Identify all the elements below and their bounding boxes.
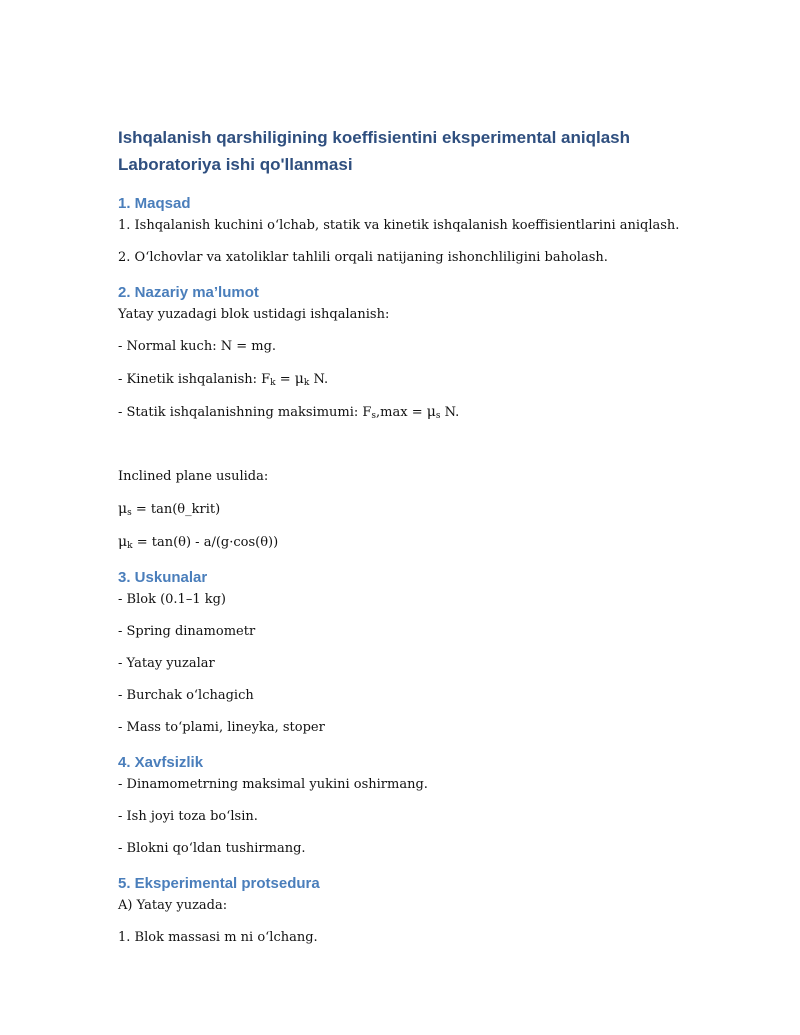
section-heading-safety: 4. Xavfsizlik bbox=[118, 754, 204, 771]
kinetic-eq: = bbox=[275, 372, 295, 387]
static-text-prefix: - Statik ishqalanishning maksimumi: F bbox=[118, 405, 372, 420]
paragraph-static-friction bbox=[118, 403, 698, 422]
list-item-safety: - Blokni qo‘ldan tushirmang. bbox=[118, 841, 306, 856]
kinetic-sub-f: k bbox=[270, 378, 276, 388]
paragraph-normal-force: - Normal kuch: N = mg. bbox=[118, 339, 277, 354]
paragraph-goal-1: 1. Ishqalanish kuchini o‘lchab, statik va kinetik ishqalanish koeffisientlarini aniqlash. bbox=[118, 218, 680, 233]
list-item-equipment: - Burchak o‘lchagich bbox=[118, 688, 254, 703]
document-content bbox=[118, 124, 698, 947]
paragraph-procedure-sub: A) Yatay yuzada: bbox=[118, 898, 228, 913]
document-title bbox=[118, 124, 698, 178]
section-heading-equipment: 3. Uskunalar bbox=[118, 569, 208, 586]
list-item-equipment: - Mass to‘plami, lineyka, stoper bbox=[118, 720, 325, 735]
paragraph-procedure-step-1: 1. Blok massasi m ni o‘lchang. bbox=[118, 930, 318, 945]
static-mu-symbol: μ bbox=[426, 404, 436, 420]
formula-mu-static bbox=[118, 500, 698, 519]
static-text-suffix: N. bbox=[440, 405, 460, 420]
formula2-mu-symbol: μ bbox=[118, 534, 128, 550]
list-item-equipment: - Blok (0.1–1 kg) bbox=[118, 592, 226, 607]
title-line-1: Ishqalanish qarshiligining koeffisientini eksperimental aniqlash bbox=[118, 128, 631, 147]
formula1-rest: = tan(θ_krit) bbox=[131, 502, 221, 517]
section-heading-procedure: 5. Eksperimental protsedura bbox=[118, 875, 320, 892]
list-item-equipment: - Yatay yuzalar bbox=[118, 656, 215, 671]
list-item-equipment: - Spring dinamometr bbox=[118, 624, 256, 639]
formula1-sub: s bbox=[127, 508, 132, 518]
paragraph-inclined-plane: Inclined plane usulida: bbox=[118, 469, 269, 484]
kinetic-sub-mu: k bbox=[303, 378, 310, 388]
section-heading-maqsad: 1. Maqsad bbox=[118, 195, 191, 212]
static-eq: ,max = bbox=[376, 405, 427, 420]
formula2-sub: k bbox=[127, 541, 133, 551]
section-heading-theory: 2. Nazariy ma’lumot bbox=[118, 284, 259, 301]
list-item-safety: - Dinamometrning maksimal yukini oshirmang. bbox=[118, 777, 428, 792]
formula1-mu-symbol: μ bbox=[118, 501, 128, 517]
paragraph-theory-intro: Yatay yuzadagi blok ustidagi ishqalanish: bbox=[118, 307, 390, 322]
paragraph-kinetic-friction bbox=[118, 370, 698, 389]
formula-mu-kinetic bbox=[118, 533, 698, 552]
title-line-2: Laboratoriya ishi qo'llanmasi bbox=[118, 155, 353, 174]
paragraph-goal-2: 2. O‘lchovlar va xatoliklar tahlili orqali natijaning ishonchliligini baholash. bbox=[118, 250, 608, 265]
static-sub-f: s bbox=[371, 411, 377, 421]
formula2-rest: = tan(θ) - a/(g·cos(θ)) bbox=[132, 535, 279, 550]
kinetic-text-prefix: - Kinetik ishqalanish: F bbox=[118, 372, 271, 387]
static-sub-mu: s bbox=[435, 411, 441, 421]
kinetic-text-suffix: N. bbox=[309, 372, 329, 387]
list-item-safety: - Ish joyi toza bo‘lsin. bbox=[118, 809, 258, 824]
kinetic-mu-symbol: μ bbox=[294, 371, 304, 387]
